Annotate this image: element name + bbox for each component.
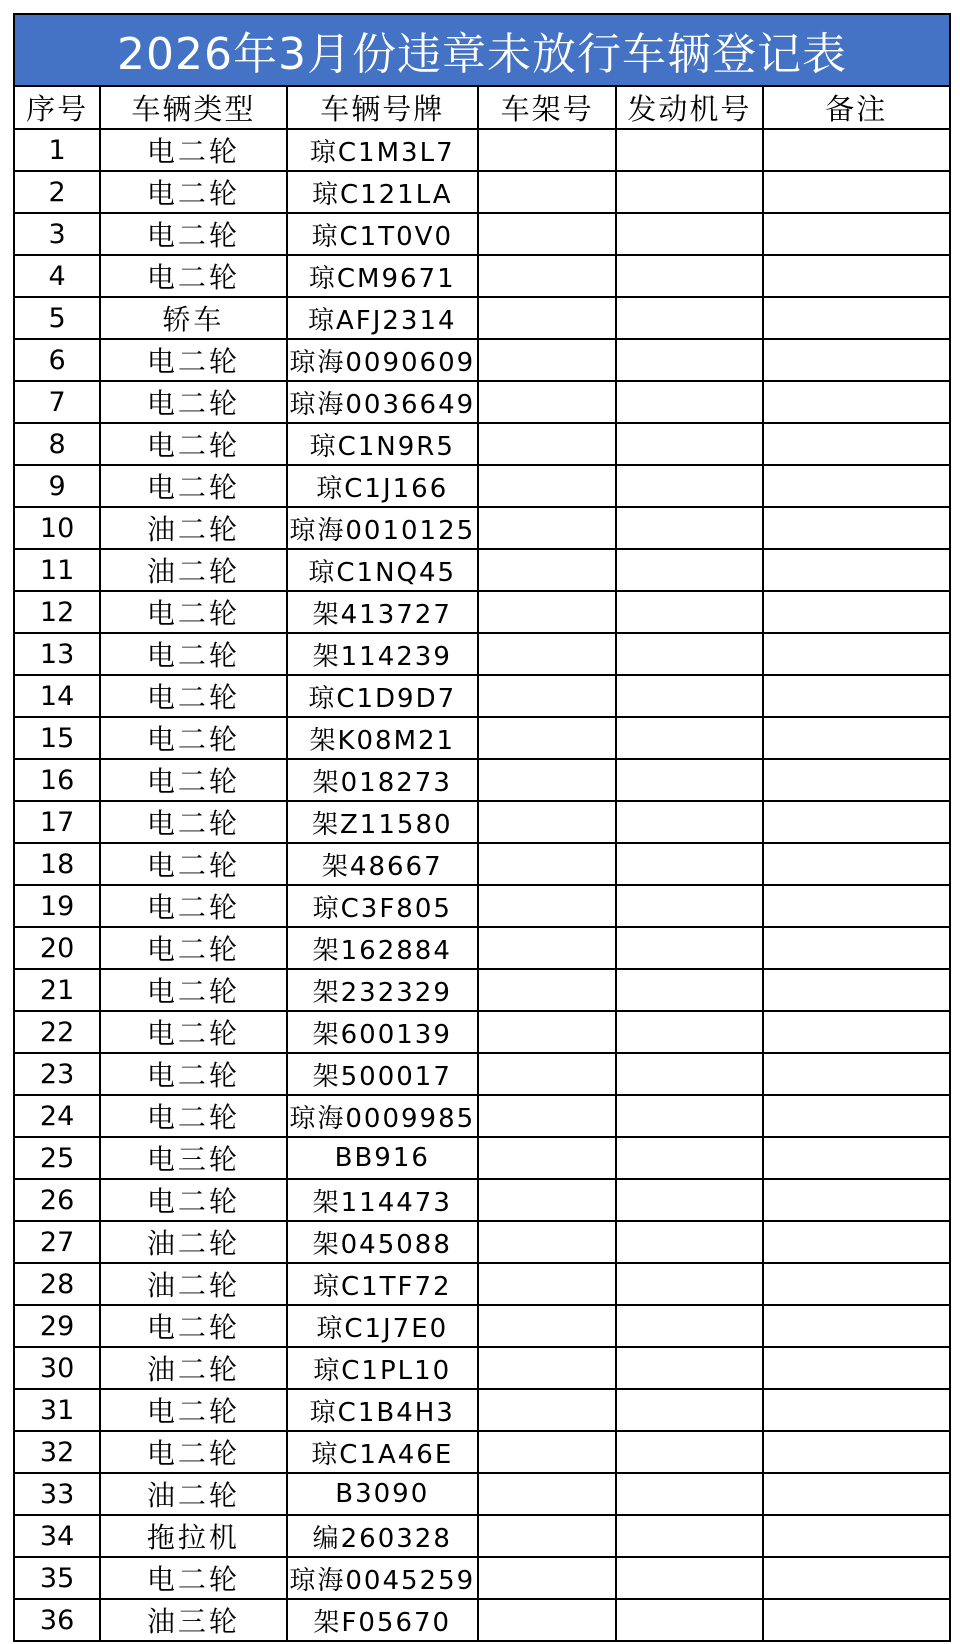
table-row <box>14 1053 950 1095</box>
cell-frame-number <box>478 1431 616 1473</box>
cell-vehicle-type: 电二轮 <box>100 1179 286 1221</box>
table-row <box>14 885 950 927</box>
cell-plate-number: 琼C1J7E0 <box>287 1305 478 1347</box>
cell-engine-number <box>616 297 762 339</box>
cell-engine-number <box>616 1305 762 1347</box>
cell-engine-number <box>616 1011 762 1053</box>
cell-engine-number <box>616 1473 762 1515</box>
table-row <box>14 297 950 339</box>
cell-engine-number <box>616 1137 762 1179</box>
vehicle-table <box>13 87 951 1642</box>
cell-remarks <box>763 591 950 633</box>
cell-seq: 17 <box>14 801 100 843</box>
cell-seq: 8 <box>14 423 100 465</box>
cell-frame-number <box>478 1221 616 1263</box>
cell-vehicle-type: 电二轮 <box>100 675 286 717</box>
cell-frame-number <box>478 633 616 675</box>
cell-vehicle-type: 油二轮 <box>100 507 286 549</box>
cell-engine-number <box>616 1431 762 1473</box>
cell-remarks <box>763 1473 950 1515</box>
cell-seq: 30 <box>14 1347 100 1389</box>
cell-frame-number <box>478 339 616 381</box>
cell-remarks <box>763 1137 950 1179</box>
table-row <box>14 633 950 675</box>
cell-plate-number: 琼C1A46E <box>287 1431 478 1473</box>
cell-remarks <box>763 801 950 843</box>
cell-seq: 20 <box>14 927 100 969</box>
cell-vehicle-type: 油二轮 <box>100 549 286 591</box>
cell-vehicle-type: 油二轮 <box>100 1347 286 1389</box>
column-header-vehicle-type: 车辆类型 <box>100 87 286 129</box>
cell-remarks <box>763 1095 950 1137</box>
cell-seq: 4 <box>14 255 100 297</box>
table-row <box>14 591 950 633</box>
cell-vehicle-type: 拖拉机 <box>100 1515 286 1557</box>
cell-plate-number: 琼C1PL10 <box>287 1347 478 1389</box>
column-header-frame-number: 车架号 <box>478 87 616 129</box>
cell-frame-number <box>478 969 616 1011</box>
cell-plate-number: 琼C1J166 <box>287 465 478 507</box>
cell-frame-number <box>478 129 616 171</box>
cell-engine-number <box>616 1347 762 1389</box>
cell-engine-number <box>616 1389 762 1431</box>
cell-engine-number <box>616 675 762 717</box>
table-row <box>14 381 950 423</box>
cell-seq: 21 <box>14 969 100 1011</box>
cell-vehicle-type: 电二轮 <box>100 381 286 423</box>
cell-engine-number <box>616 423 762 465</box>
cell-seq: 36 <box>14 1599 100 1641</box>
table-row <box>14 1431 950 1473</box>
table-row <box>14 1389 950 1431</box>
cell-plate-number: 琼C121LA <box>287 171 478 213</box>
cell-vehicle-type: 电二轮 <box>100 633 286 675</box>
cell-frame-number <box>478 1347 616 1389</box>
cell-plate-number: 琼C1M3L7 <box>287 129 478 171</box>
cell-remarks <box>763 129 950 171</box>
cell-frame-number <box>478 591 616 633</box>
cell-plate-number: 架48667 <box>287 843 478 885</box>
cell-engine-number <box>616 969 762 1011</box>
cell-seq: 31 <box>14 1389 100 1431</box>
cell-engine-number <box>616 381 762 423</box>
column-header-remarks: 备注 <box>763 87 950 129</box>
table-row <box>14 843 950 885</box>
cell-plate-number: 琼海0009985 <box>287 1095 478 1137</box>
cell-engine-number <box>616 885 762 927</box>
cell-vehicle-type: 电二轮 <box>100 1011 286 1053</box>
cell-plate-number: 琼C1T0V0 <box>287 213 478 255</box>
cell-vehicle-type: 电二轮 <box>100 591 286 633</box>
cell-engine-number <box>616 171 762 213</box>
cell-vehicle-type: 电三轮 <box>100 1137 286 1179</box>
cell-vehicle-type: 电二轮 <box>100 1095 286 1137</box>
cell-remarks <box>763 843 950 885</box>
cell-remarks <box>763 1221 950 1263</box>
table-row <box>14 507 950 549</box>
cell-remarks <box>763 927 950 969</box>
cell-seq: 7 <box>14 381 100 423</box>
cell-plate-number: 编260328 <box>287 1515 478 1557</box>
cell-plate-number: 琼C1TF72 <box>287 1263 478 1305</box>
cell-vehicle-type: 电二轮 <box>100 927 286 969</box>
cell-plate-number: 架114239 <box>287 633 478 675</box>
table-row <box>14 213 950 255</box>
cell-vehicle-type: 电二轮 <box>100 171 286 213</box>
table-row <box>14 129 950 171</box>
table-row <box>14 465 950 507</box>
table-row <box>14 1263 950 1305</box>
cell-seq: 5 <box>14 297 100 339</box>
cell-engine-number <box>616 1179 762 1221</box>
cell-seq: 34 <box>14 1515 100 1557</box>
cell-engine-number <box>616 633 762 675</box>
table-row <box>14 1347 950 1389</box>
cell-plate-number: 架500017 <box>287 1053 478 1095</box>
cell-seq: 18 <box>14 843 100 885</box>
cell-plate-number: 架K08M21 <box>287 717 478 759</box>
cell-remarks <box>763 633 950 675</box>
cell-frame-number <box>478 801 616 843</box>
cell-remarks <box>763 1389 950 1431</box>
cell-seq: 28 <box>14 1263 100 1305</box>
cell-remarks <box>763 381 950 423</box>
cell-engine-number <box>616 843 762 885</box>
cell-seq: 35 <box>14 1557 100 1599</box>
cell-engine-number <box>616 759 762 801</box>
cell-engine-number <box>616 1053 762 1095</box>
cell-plate-number: 架F05670 <box>287 1599 478 1641</box>
cell-vehicle-type: 电二轮 <box>100 885 286 927</box>
table-row <box>14 549 950 591</box>
table-row <box>14 171 950 213</box>
cell-engine-number <box>616 591 762 633</box>
cell-remarks <box>763 339 950 381</box>
cell-engine-number <box>616 465 762 507</box>
cell-frame-number <box>478 675 616 717</box>
cell-remarks <box>763 675 950 717</box>
cell-seq: 3 <box>14 213 100 255</box>
cell-vehicle-type: 油三轮 <box>100 1599 286 1641</box>
cell-engine-number <box>616 549 762 591</box>
cell-plate-number: 架Z11580 <box>287 801 478 843</box>
table-row <box>14 339 950 381</box>
cell-frame-number <box>478 423 616 465</box>
cell-plate-number: 琼C1B4H3 <box>287 1389 478 1431</box>
cell-engine-number <box>616 801 762 843</box>
cell-frame-number <box>478 507 616 549</box>
cell-frame-number <box>478 1137 616 1179</box>
cell-vehicle-type: 轿车 <box>100 297 286 339</box>
cell-plate-number: 架018273 <box>287 759 478 801</box>
cell-remarks <box>763 1305 950 1347</box>
table-body <box>14 129 950 1641</box>
cell-seq: 2 <box>14 171 100 213</box>
cell-plate-number: B3090 <box>287 1473 478 1515</box>
table-row <box>14 423 950 465</box>
table-row <box>14 801 950 843</box>
cell-frame-number <box>478 381 616 423</box>
cell-plate-number: 琼海0010125 <box>287 507 478 549</box>
cell-frame-number <box>478 1011 616 1053</box>
cell-vehicle-type: 电二轮 <box>100 843 286 885</box>
cell-frame-number <box>478 759 616 801</box>
cell-frame-number <box>478 465 616 507</box>
cell-frame-number <box>478 843 616 885</box>
table-row <box>14 717 950 759</box>
cell-vehicle-type: 电二轮 <box>100 129 286 171</box>
cell-frame-number <box>478 1557 616 1599</box>
cell-frame-number <box>478 1053 616 1095</box>
cell-remarks <box>763 1515 950 1557</box>
header-row <box>14 87 950 129</box>
cell-remarks <box>763 171 950 213</box>
cell-vehicle-type: 电二轮 <box>100 213 286 255</box>
cell-engine-number <box>616 255 762 297</box>
cell-engine-number <box>616 1221 762 1263</box>
cell-seq: 11 <box>14 549 100 591</box>
cell-seq: 29 <box>14 1305 100 1347</box>
cell-vehicle-type: 电二轮 <box>100 255 286 297</box>
sheet-title: 2026年3月份违章未放行车辆登记表 <box>13 13 951 87</box>
cell-frame-number <box>478 1263 616 1305</box>
cell-seq: 27 <box>14 1221 100 1263</box>
cell-seq: 22 <box>14 1011 100 1053</box>
cell-remarks <box>763 885 950 927</box>
cell-remarks <box>763 549 950 591</box>
cell-frame-number <box>478 1473 616 1515</box>
cell-seq: 16 <box>14 759 100 801</box>
cell-engine-number <box>616 507 762 549</box>
cell-frame-number <box>478 885 616 927</box>
cell-vehicle-type: 电二轮 <box>100 1053 286 1095</box>
table-row <box>14 1011 950 1053</box>
cell-vehicle-type: 电二轮 <box>100 969 286 1011</box>
table-row <box>14 1137 950 1179</box>
cell-vehicle-type: 电二轮 <box>100 465 286 507</box>
cell-vehicle-type: 油二轮 <box>100 1473 286 1515</box>
table-row <box>14 1179 950 1221</box>
cell-remarks <box>763 969 950 1011</box>
cell-plate-number: 琼C1NQ45 <box>287 549 478 591</box>
cell-seq: 13 <box>14 633 100 675</box>
cell-frame-number <box>478 549 616 591</box>
cell-vehicle-type: 电二轮 <box>100 1431 286 1473</box>
cell-remarks <box>763 1347 950 1389</box>
cell-remarks <box>763 1431 950 1473</box>
cell-plate-number: 琼AFJ2314 <box>287 297 478 339</box>
cell-frame-number <box>478 1095 616 1137</box>
cell-remarks <box>763 717 950 759</box>
cell-frame-number <box>478 213 616 255</box>
cell-seq: 26 <box>14 1179 100 1221</box>
column-header-plate-number: 车辆号牌 <box>287 87 478 129</box>
cell-vehicle-type: 电二轮 <box>100 339 286 381</box>
cell-plate-number: 琼海0090609 <box>287 339 478 381</box>
cell-engine-number <box>616 1557 762 1599</box>
cell-plate-number: 架232329 <box>287 969 478 1011</box>
cell-plate-number: BB916 <box>287 1137 478 1179</box>
cell-vehicle-type: 电二轮 <box>100 423 286 465</box>
cell-frame-number <box>478 1389 616 1431</box>
cell-vehicle-type: 电二轮 <box>100 759 286 801</box>
cell-seq: 24 <box>14 1095 100 1137</box>
registration-sheet <box>13 13 951 1642</box>
cell-plate-number: 琼C1D9D7 <box>287 675 478 717</box>
cell-remarks <box>763 1011 950 1053</box>
cell-vehicle-type: 电二轮 <box>100 801 286 843</box>
column-header-engine-number: 发动机号 <box>616 87 762 129</box>
cell-seq: 33 <box>14 1473 100 1515</box>
cell-plate-number: 架114473 <box>287 1179 478 1221</box>
cell-frame-number <box>478 717 616 759</box>
cell-plate-number: 架045088 <box>287 1221 478 1263</box>
table-row <box>14 927 950 969</box>
cell-engine-number <box>616 339 762 381</box>
cell-seq: 25 <box>14 1137 100 1179</box>
cell-plate-number: 架600139 <box>287 1011 478 1053</box>
table-row <box>14 1515 950 1557</box>
cell-remarks <box>763 1053 950 1095</box>
cell-engine-number <box>616 1263 762 1305</box>
cell-frame-number <box>478 1179 616 1221</box>
cell-engine-number <box>616 717 762 759</box>
cell-remarks <box>763 759 950 801</box>
cell-seq: 6 <box>14 339 100 381</box>
cell-engine-number <box>616 1599 762 1641</box>
cell-remarks <box>763 297 950 339</box>
cell-remarks <box>763 465 950 507</box>
table-row <box>14 255 950 297</box>
cell-engine-number <box>616 927 762 969</box>
table-row <box>14 1221 950 1263</box>
cell-vehicle-type: 油二轮 <box>100 1263 286 1305</box>
table-row <box>14 1305 950 1347</box>
table-row <box>14 675 950 717</box>
cell-seq: 1 <box>14 129 100 171</box>
cell-vehicle-type: 电二轮 <box>100 1557 286 1599</box>
cell-vehicle-type: 电二轮 <box>100 1305 286 1347</box>
cell-remarks <box>763 255 950 297</box>
cell-engine-number <box>616 1515 762 1557</box>
table-row <box>14 1599 950 1641</box>
cell-seq: 10 <box>14 507 100 549</box>
cell-remarks <box>763 1263 950 1305</box>
cell-frame-number <box>478 255 616 297</box>
cell-seq: 23 <box>14 1053 100 1095</box>
cell-remarks <box>763 507 950 549</box>
cell-frame-number <box>478 1599 616 1641</box>
table-row <box>14 1557 950 1599</box>
cell-seq: 32 <box>14 1431 100 1473</box>
cell-seq: 19 <box>14 885 100 927</box>
cell-remarks <box>763 1599 950 1641</box>
cell-plate-number: 琼C3F805 <box>287 885 478 927</box>
cell-plate-number: 琼C1N9R5 <box>287 423 478 465</box>
table-row <box>14 1473 950 1515</box>
cell-seq: 15 <box>14 717 100 759</box>
cell-engine-number <box>616 213 762 255</box>
column-header-seq: 序号 <box>14 87 100 129</box>
cell-vehicle-type: 油二轮 <box>100 1221 286 1263</box>
cell-seq: 12 <box>14 591 100 633</box>
cell-remarks <box>763 213 950 255</box>
cell-remarks <box>763 1179 950 1221</box>
cell-frame-number <box>478 297 616 339</box>
cell-plate-number: 架413727 <box>287 591 478 633</box>
cell-plate-number: 琼CM9671 <box>287 255 478 297</box>
cell-seq: 9 <box>14 465 100 507</box>
cell-plate-number: 架162884 <box>287 927 478 969</box>
cell-remarks <box>763 423 950 465</box>
cell-plate-number: 琼海0036649 <box>287 381 478 423</box>
cell-plate-number: 琼海0045259 <box>287 1557 478 1599</box>
cell-vehicle-type: 电二轮 <box>100 717 286 759</box>
cell-frame-number <box>478 927 616 969</box>
cell-vehicle-type: 电二轮 <box>100 1389 286 1431</box>
cell-engine-number <box>616 129 762 171</box>
cell-frame-number <box>478 1305 616 1347</box>
cell-remarks <box>763 1557 950 1599</box>
cell-engine-number <box>616 1095 762 1137</box>
table-row <box>14 759 950 801</box>
cell-frame-number <box>478 1515 616 1557</box>
table-row <box>14 1095 950 1137</box>
cell-seq: 14 <box>14 675 100 717</box>
cell-frame-number <box>478 171 616 213</box>
table-row <box>14 969 950 1011</box>
